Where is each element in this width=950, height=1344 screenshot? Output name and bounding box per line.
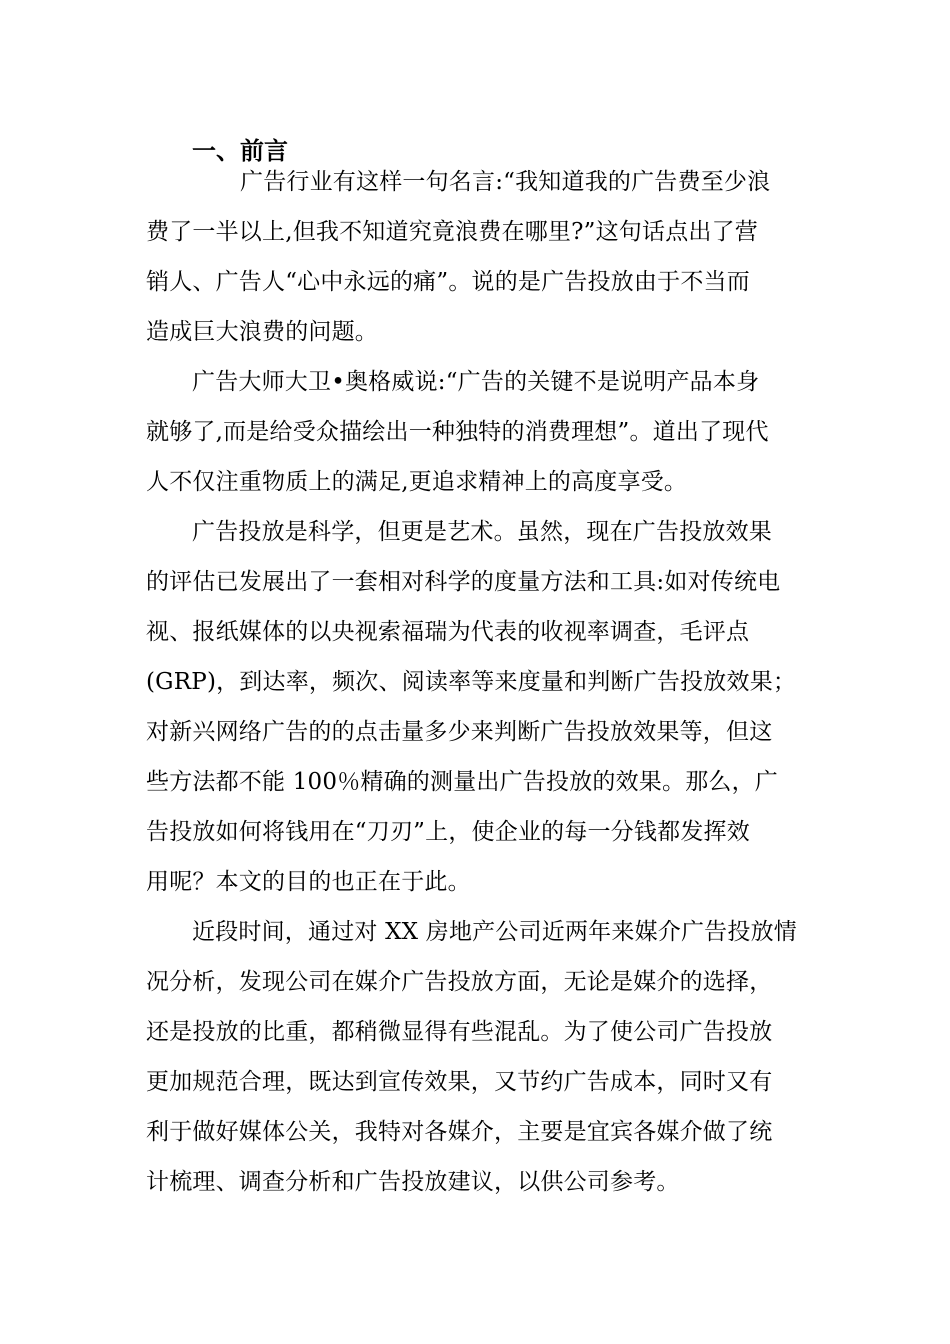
text-line: 近段时间，通过对 XX 房地产公司近两年来媒介广告投放情	[192, 919, 797, 945]
text-line: 告投放如何将钱用在“刀刃”上，使企业的每一分钱都发挥效	[146, 819, 750, 845]
text-line: 造成巨大浪费的问题。	[146, 319, 378, 345]
text-line: 销人、广告人“心中永远的痛”。说的是广告投放由于不当而	[146, 269, 750, 295]
section-heading: 一、前言	[192, 136, 288, 165]
text-line: 更加规范合理，既达到宣传效果，又节约广告成本，同时又有	[146, 1069, 773, 1095]
text-line: 广告投放是科学，但更是艺术。虽然，现在广告投放效果	[192, 519, 772, 545]
text-line: 还是投放的比重，都稍微显得有些混乱。为了使公司广告投放	[146, 1019, 773, 1045]
text-line: 些方法都不能 100％精确的测量出广告投放的效果。那么，广	[146, 769, 779, 795]
text-line: 计梳理、调查分析和广告投放建议，以供公司参考。	[146, 1169, 680, 1195]
text-line: 费了一半以上,但我不知道究竟浪费在哪里?”这句话点出了营	[146, 219, 759, 245]
text-line: 况分析，发现公司在媒介广告投放方面，无论是媒介的选择，	[146, 969, 773, 995]
text-line: (GRP)，到达率，频次、阅读率等来度量和判断广告投放效果；	[146, 669, 797, 695]
text-line: 的评估已发展出了一套相对科学的度量方法和工具:如对传统电	[146, 569, 781, 595]
text-line: 广告行业有这样一句名言:“我知道我的广告费至少浪	[240, 169, 771, 195]
text-line: 利于做好媒体公关，我特对各媒介，主要是宜宾各媒介做了统	[146, 1119, 773, 1145]
text-line: 人不仅注重物质上的满足,更追求精神上的高度享受。	[146, 469, 688, 495]
text-line: 广告大师大卫•奥格威说:“广告的关键不是说明产品本身	[192, 369, 760, 395]
text-line: 用呢？本文的目的也正在于此。	[146, 869, 471, 895]
text-line: 视、报纸媒体的以央视索福瑞为代表的收视率调查，毛评点	[146, 619, 750, 645]
text-line: 就够了,而是给受众描绘出一种独特的消费理想”。道出了现代	[146, 419, 769, 445]
text-line: 对新兴网络广告的的点击量多少来判断广告投放效果等，但这	[146, 719, 773, 745]
